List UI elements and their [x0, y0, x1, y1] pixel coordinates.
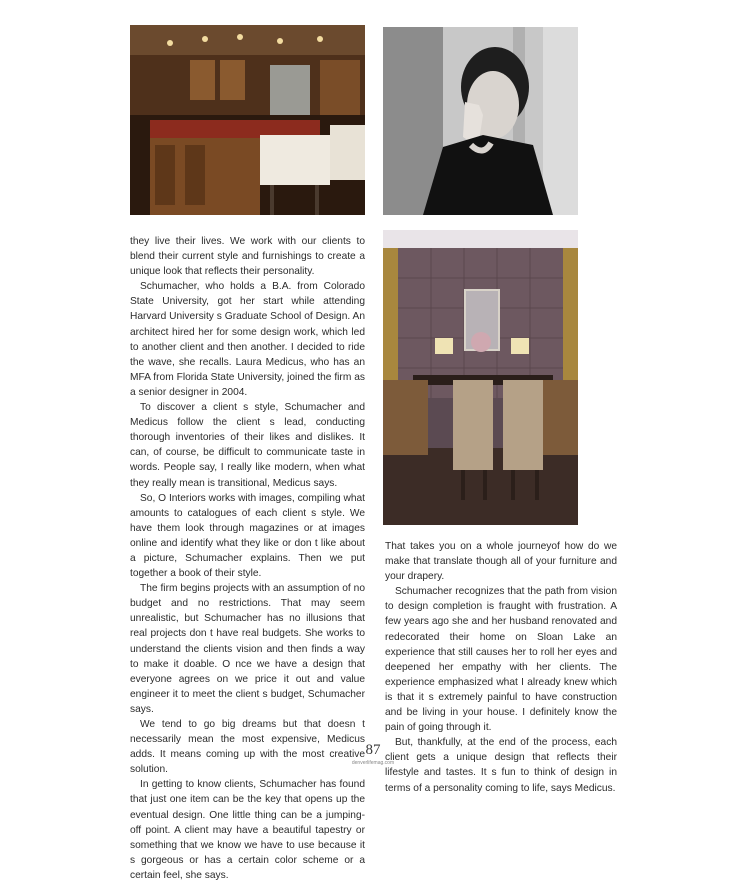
paragraph: Schumacher recognizes that the path from vision to design completion is fraught with frustration. A few years ago she and her husband renovated and redecorated their home on Sloan Lake an experience that still causes her to roll her eyes and deepened her empathy with her clients. The experience emphasized what I already knew which is that it s extremely painful to have construction and be living in your house. I definitely know the pain of going through it.	[385, 586, 617, 734]
paragraph: The firm begins projects with an assumption of no budget and no restrictions. That may seem unrealistic, but Schumacher has no illusions that real projects don t have real budgets. She works to understand the clients vision and then finds a way to make it doable. O nce we have a design that everyone agrees on we price it out and value engineer it to meet the client s budget, Schumacher says.	[130, 583, 365, 715]
page-number: 87	[365, 742, 381, 758]
article-left-column	[130, 234, 365, 883]
paragraph: We tend to go big dreams but that doesn t necessarily mean the most expensive, Medicus adds. It means coming up with the most creative solution.	[130, 719, 365, 776]
paragraph: In getting to know clients, Schumacher has found that just one item can be the key that opens up the eventual design. One little thing can be a jumping-off point. A client may have a beautiful tapestry or something that we know we have to use because it s gorgeous or has a certain color scheme or a certain feel, she says.	[130, 779, 365, 881]
paragraph: To discover a client s style, Schumacher and Medicus follow the client s lead, conducting thorough inventories of their likes and dislikes. It can, of course, be difficult to communicate taste in words. People say, I really like modern, when what they really mean is transitional, Medicus says.	[130, 402, 365, 489]
paragraph: So, O Interiors works with images, compiling what amounts to catalogues of each client s style. We have them look through magazines or at images online and identify what they like or don t like about a picture, Schumacher explains. Then we put together a book of their style.	[130, 492, 365, 580]
designer-portrait	[383, 27, 578, 215]
paragraph: But, thankfully, at the end of the process, each client gets a unique design that reflects their lifestyle and tastes. It s fun to think of design in terms of a personality coming to life, says Medicus.	[385, 737, 617, 794]
dining-room-photo	[383, 230, 578, 525]
footer-url: denverlifemag.com	[351, 760, 395, 766]
paragraph: Schumacher, who holds a B.A. from Colorado State University, got her start while attending Harvard University s Graduate School of Design. An architect hired her for some design work, which led to another client and then another. I decided to ride the wave, she recalls. Laura Medicus, who has an MFA from Florida State University, joined the firm as a senior designer in 2004.	[130, 281, 365, 398]
kitchen-photo	[130, 25, 365, 215]
paragraph: they live their lives. We work with our clients to blend their current style and furnishings to create a unique look that reflects their personality.	[130, 236, 365, 278]
paragraph: That takes you on a whole journeyof how do we make that translate though all of your furniture and your drapery.	[385, 541, 617, 583]
